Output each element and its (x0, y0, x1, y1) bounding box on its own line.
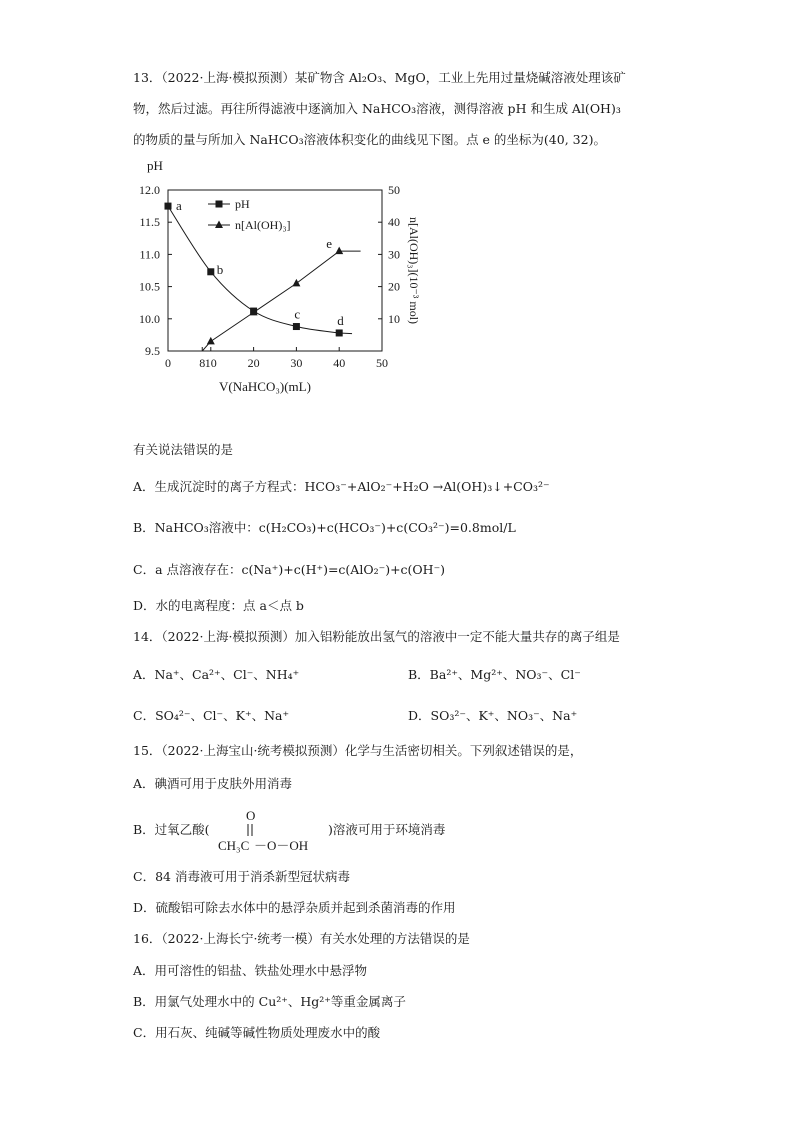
q13-option-a: A．生成沉淀时的离子方程式：HCO₃⁻+AlO₂⁻+H₂O →Al(OH)₃↓+CO₃²⁻ (133, 479, 550, 494)
plot-frame (168, 190, 382, 351)
peroxy-hydroxyl-group: －O－OH (254, 838, 309, 853)
aloh3-marker (335, 247, 343, 255)
q13-line1: 13．（2022·上海·模拟预测）某矿物含 Al₂O₃、MgO，工业上先用过量烧碱溶液处理该矿 (133, 70, 626, 85)
y-right-tick-label: 50 (388, 183, 400, 197)
q14-option-a: A．Na⁺、Ca²⁺、Cl⁻、NH₄⁺ (133, 667, 300, 682)
q16-stem: 16．（2022·上海长宁·统考一模）有关水处理的方法错误的是 (133, 931, 470, 946)
q13-stem: 有关说法错误的是 (133, 442, 234, 457)
q13-option-c: C．a 点溶液存在：c(Na⁺)+c(H⁺)=c(AlO₂⁻)+c(OH⁻) (133, 562, 446, 577)
aloh3-marker (207, 337, 215, 345)
ph-point-label-b: b (216, 261, 224, 277)
legend-ph-marker (216, 201, 223, 208)
q14-option-d: D．SO₃²⁻、K⁺、NO₃⁻、Na⁺ (408, 708, 578, 723)
ph-marker (207, 268, 214, 275)
q15-option-d: D．硫酸铝可除去水体中的悬浮杂质并起到杀菌消毒的作用 (133, 900, 456, 915)
x-tick-label: 8 (199, 356, 206, 370)
y-left-tick-label: 9.5 (145, 344, 160, 358)
aloh3-marker (292, 279, 300, 287)
peracetic-acid-structure (218, 806, 336, 856)
q16-option-c: C．用石灰、纯碱等碱性物质处理废水中的酸 (133, 1025, 381, 1040)
ph-marker (165, 203, 172, 210)
q15-option-b-prefix: B．过氧乙酸( (133, 822, 210, 837)
x-tick-label: 40 (333, 356, 346, 370)
legend-ph-label: pH (235, 197, 250, 211)
q13-option-d: D．水的电离程度：点 a＜点 b (133, 598, 304, 613)
x-tick-label: 50 (376, 356, 388, 370)
q15-option-a: A．碘酒可用于皮肤外用消毒 (133, 776, 293, 791)
y-left-tick-label: 11.5 (139, 215, 160, 230)
q14-stem: 14．（2022·上海·模拟预测）加入铝粉能放出氢气的溶液中一定不能大量共存的离子组是 (133, 629, 620, 644)
ph-point-label-a: a (176, 198, 182, 214)
q13-line3: 的物质的量与所加入 NaHCO₃溶液体积变化的曲线见下图。点 e 的坐标为(40, 32)。 (133, 132, 606, 147)
y-left-tick-label: 10.0 (139, 311, 160, 326)
q15-option-c: C．84 消毒液可用于消杀新型冠状病毒 (133, 869, 350, 884)
q16-option-a: A．用可溶性的铝盐、铁盐处理水中悬浮物 (133, 963, 368, 978)
legend (208, 197, 291, 232)
y-right-tick-label: 20 (388, 279, 400, 294)
y-left-tick-label: 10.5 (139, 279, 160, 294)
y-right-tick-label: 40 (388, 215, 400, 230)
x-tick-label: 30 (290, 356, 303, 370)
legend-aloh3-marker (215, 221, 223, 229)
y-left-tick-label: 11.0 (139, 247, 160, 262)
y-left-axis-title: pH (147, 158, 163, 173)
q13-line2: 物，然后过滤。再往所得滤液中逐滴加入 NaHCO₃溶液，测得溶液 pH 和生成 Al(OH)₃ (133, 101, 621, 116)
ph-point-label-c: c (294, 306, 301, 322)
y-right-tick-label: 10 (388, 311, 400, 326)
q13-option-b: B．NaHCO₃溶液中：c(H₂CO₃)+c(HCO₃⁻)+c(CO₃²⁻)=0.8mol/L (133, 520, 516, 535)
x-axis-title: V(NaHCO₃)(mL) (219, 379, 311, 394)
q15-option-b-suffix: )溶液可用于环境消毒 (328, 822, 446, 837)
y-right-tick-label: 30 (388, 247, 400, 262)
y-right-axis-title: n[Al(OH)₃](10⁻³ mol) (407, 216, 421, 325)
aloh3-point-label-e: e (326, 236, 332, 252)
ph-marker (336, 329, 343, 336)
x-tick-label: 10 (204, 356, 217, 370)
x-tick-label: 20 (247, 356, 260, 370)
y-left-tick-label: 12.0 (139, 183, 160, 197)
q14-option-c: C．SO₄²⁻、Cl⁻、K⁺、Na⁺ (133, 708, 290, 723)
x-tick-label: 0 (165, 356, 171, 370)
ph-aloh3-chart (120, 152, 421, 402)
q16-option-b: B．用氯气处理水中的 Cu²⁺、Hg²⁺等重金属离子 (133, 994, 406, 1009)
legend-aloh3-label: n[Al(OH)₃] (235, 218, 291, 232)
methyl-carbon-group: CH₃C (218, 838, 250, 853)
ph-point-label-d: d (337, 312, 344, 328)
q15-stem: 15．（2022·上海宝山·统考模拟预测）化学与生活密切相关。下列叙述错误的是， (133, 743, 583, 758)
ph-marker (293, 323, 300, 330)
carbonyl-oxygen: O (246, 808, 256, 823)
q14-option-b: B．Ba²⁺、Mg²⁺、NO₃⁻、Cl⁻ (408, 667, 581, 682)
